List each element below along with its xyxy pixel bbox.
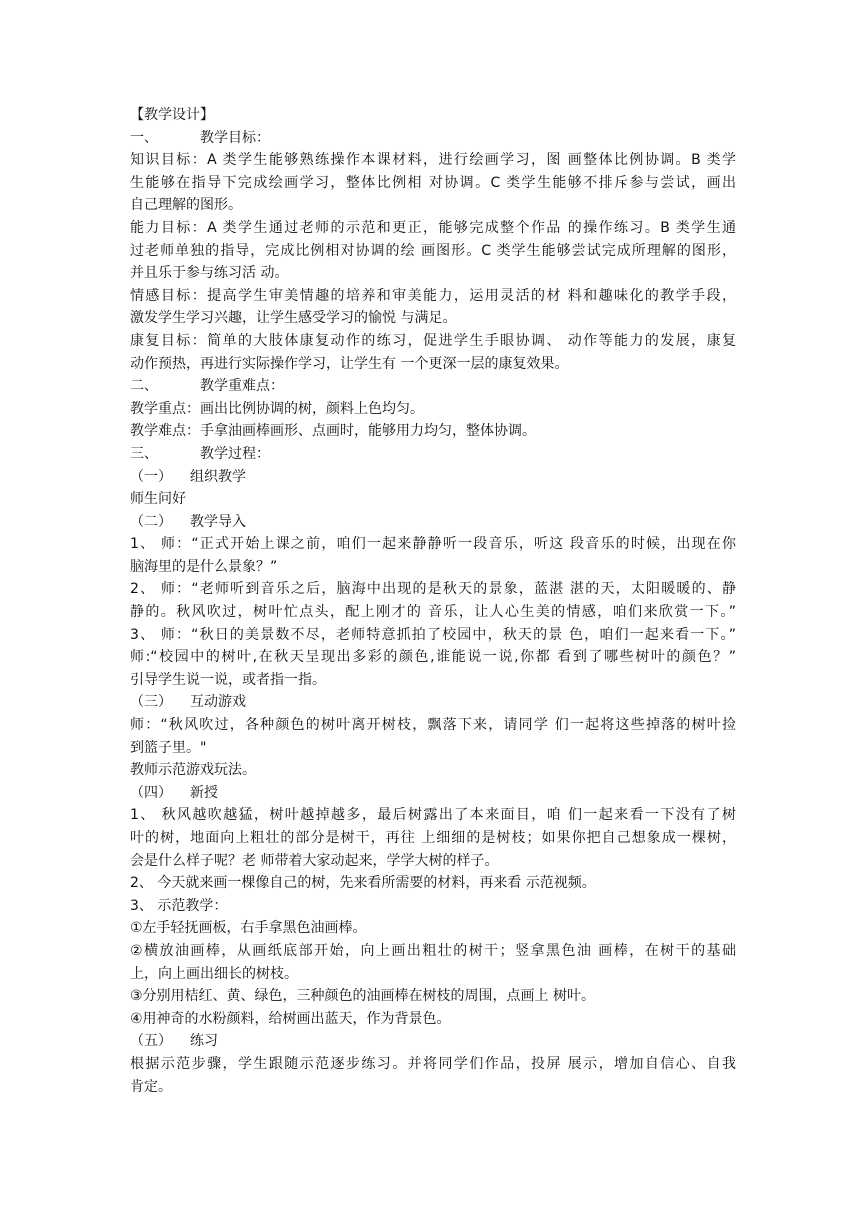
section-number: 一、 xyxy=(130,129,158,146)
document-page xyxy=(130,104,736,1098)
paragraph-line: 脑海里的是什么景象？” xyxy=(130,558,278,575)
subsection-number: （一） xyxy=(130,468,172,485)
paragraph-line: 到篮子里。" xyxy=(130,739,207,756)
difficult-point: 教学难点：手拿油画棒画形、点画时，能够用力均匀，整体协调。 xyxy=(130,423,536,440)
section-heading-2 xyxy=(130,375,736,398)
paragraph-line: ③分别用桔红、黄、绿色，三种颜色的油画棒在树枝的周围，点画上 树叶。 xyxy=(130,988,595,1005)
paragraph-line: 师：“秋风吹过，各种颜色的树叶离开树枝，飘落下来，请同学 们一起将这些掉落的树叶捡 xyxy=(130,717,736,734)
paragraph-line: 肯定。 xyxy=(130,1078,172,1095)
section-label: 教学重难点： xyxy=(200,378,284,395)
subsection-label: 互动游戏 xyxy=(190,694,246,711)
subsection-number: （三） xyxy=(130,694,172,711)
paragraph-line: 过老师单独的指导，完成比例相对协调的绘 画图形。C 类学生能够尝试完成所理解的图形， xyxy=(130,242,736,259)
section-heading-1 xyxy=(130,127,736,150)
subsection-label: 教学导入 xyxy=(190,513,246,530)
paragraph-line: 生能够在指导下完成绘画学习，整体比例相 对协调。C 类学生能够不排斥参与尝试，画出 xyxy=(130,174,736,191)
paragraph-line: 康复目标：简单的大肢体康复动作的练习，促进学生手眼协调、 动作等能力的发展，康复 xyxy=(130,332,736,349)
section-heading-3 xyxy=(130,443,736,466)
subsection-heading-4 xyxy=(130,782,736,805)
subsection-label: 新授 xyxy=(190,784,218,801)
doc-title: 【教学设计】 xyxy=(130,107,214,123)
paragraph-line: ④用神奇的水粉颜料，给树画出蓝天，作为背景色。 xyxy=(130,1010,451,1027)
paragraph-line: 师生问好 xyxy=(130,491,186,508)
paragraph-line: 上，向上画出细长的树枝。 xyxy=(130,965,298,982)
paragraph-line: 静的。秋风吹过，树叶忙点头，配上刚才的 音乐，让人心生美的情感，咱们来欣赏一下。” xyxy=(130,604,736,621)
section-number: 三、 xyxy=(130,445,158,462)
paragraph-line: 能力目标：A 类学生通过老师的示范和更正，能够完成整个作品 的操作练习。B 类学生通 xyxy=(130,219,736,236)
subsection-heading-1 xyxy=(130,466,736,489)
paragraph-line: 1、 师：“正式开始上课之前，咱们一起来静静听一段音乐，听这 段音乐的时候，出现在你 xyxy=(130,536,736,553)
section-number: 二、 xyxy=(130,378,158,395)
paragraph-line: 师:“校园中的树叶,在秋天呈现出多彩的颜色,谁能说一说,你都 看到了哪些树叶的颜色？” xyxy=(130,649,736,666)
paragraph-line: 引导学生说一说，或者指一指。 xyxy=(130,671,326,688)
paragraph-line: 2、 师：“老师听到音乐之后，脑海中出现的是秋天的景象，蓝湛 湛的天，太阳暖暖的、静 xyxy=(130,581,736,598)
paragraph-line: 教师示范游戏玩法。 xyxy=(130,762,256,779)
paragraph-line: 根据示范步骤，学生跟随示范逐步练习。并将同学们作品，投屏 展示，增加自信心、自我 xyxy=(130,1055,736,1072)
subsection-number: （四） xyxy=(130,784,172,801)
section-label: 教学目标： xyxy=(200,129,270,146)
subsection-label: 组织教学 xyxy=(190,468,246,485)
subsection-label: 练习 xyxy=(190,1033,218,1050)
paragraph-line: 自己理解的图形。 xyxy=(130,197,242,214)
paragraph-line: 动作预热，再进行实际操作学习，让学生有 一个更深一层的康复效果。 xyxy=(130,355,569,372)
section-label: 教学过程： xyxy=(200,445,270,462)
subsection-heading-2 xyxy=(130,511,736,534)
paragraph-line: 并且乐于参与练习活 动。 xyxy=(130,265,289,282)
subsection-number: （二） xyxy=(130,513,172,530)
paragraph-line: ②横放油画棒，从画纸底部开始，向上画出粗壮的树干；竖拿黑色油 画棒，在树干的基础 xyxy=(130,942,736,959)
paragraph-line: 激发学生学习兴趣，让学生感受学习的愉悦 与满足。 xyxy=(130,310,457,327)
paragraph-line: 叶的树，地面向上粗壮的部分是树干，再往 上细细的是树枝；如果你把自己想象成一棵树， xyxy=(130,830,736,846)
paragraph-line: 1、 秋风越吹越猛，树叶越掉越多，最后树露出了本来面目，咱 们一起来看一下没有了树 xyxy=(130,807,736,824)
key-point: 教学重点：画出比例协调的树，颜料上色均匀。 xyxy=(130,400,424,417)
subsection-heading-5 xyxy=(130,1030,736,1053)
paragraph-line: 3、 示范教学： xyxy=(130,897,228,914)
paragraph-line: 2、 今天就来画一棵像自己的树，先来看所需要的材料，再来看 示范视频。 xyxy=(130,875,596,892)
paragraph-line: 知识目标：A 类学生能够熟练操作本课材料，进行绘画学习，图 画整体比例协调。B 类学 xyxy=(130,152,736,169)
paragraph-line: 情感目标：提高学生审美情趣的培养和审美能力，运用灵活的材 料和趣味化的教学手段， xyxy=(130,287,736,304)
paragraph-line: 会是什么样子呢？老 师带着大家动起来，学学大树的样子。 xyxy=(130,852,499,869)
subsection-heading-3 xyxy=(130,691,736,714)
subsection-number: （五） xyxy=(130,1033,172,1050)
paragraph-line: 3、 师：“秋日的美景数不尽，老师特意抓拍了校园中，秋天的景 色，咱们一起来看一下。” xyxy=(130,626,736,643)
paragraph-line: ①左手轻抚画板，右手拿黑色油画棒。 xyxy=(130,920,367,937)
